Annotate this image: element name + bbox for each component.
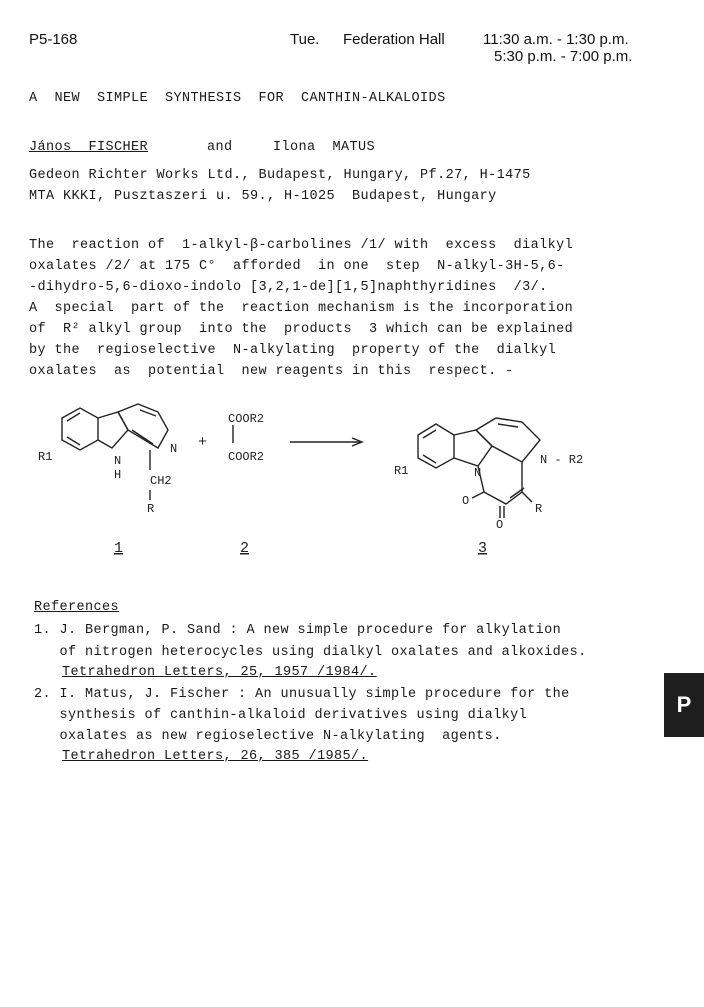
indole-n: N [114, 454, 122, 468]
author-2: Ilona MATUS [273, 140, 376, 155]
oxo-1: O [462, 494, 470, 508]
abstract-line: A special part of the reaction mechanism is the incorporation [29, 301, 574, 316]
ch2-label: CH2 [150, 474, 172, 488]
affiliation-1: Gedeon Richter Works Ltd., Budapest, Hungary, Pf.27, H-1475 [29, 168, 531, 183]
reference-1-line: 1. J. Bergman, P. Sand : A new simple procedure for alkylation [34, 623, 562, 638]
r1-label: R1 [38, 450, 53, 464]
oxo-2: O [496, 518, 504, 532]
coor-top: COOR2 [228, 412, 265, 426]
indole-h: H [114, 468, 122, 482]
product-n-r2: N - R2 [540, 453, 584, 467]
paper-title: A NEW SIMPLE SYNTHESIS FOR CANTHIN-ALKALOIDS [29, 91, 446, 106]
session-time-2: 5:30 p.m. - 7:00 p.m. [494, 48, 633, 65]
reference-2-line: oxalates as new regioselective N-alkylating agents. [34, 729, 502, 744]
author-1: János FISCHER [29, 140, 149, 155]
session-venue: Federation Hall [343, 31, 445, 48]
abstract-code: P5-168 [29, 31, 78, 48]
section-tab-p: P [664, 673, 704, 737]
affiliation-2: MTA KKKI, Pusztaszeri u. 59., H-1025 Budapest, Hungary [29, 189, 497, 204]
abstract-line: by the regioselective N-alkylating property of the dialkyl [29, 343, 557, 358]
session-day: Tue. [290, 31, 320, 48]
session-time-1: 11:30 a.m. - 1:30 p.m. [483, 31, 629, 48]
compound-label-2: 2 [240, 540, 250, 557]
abstract-line: The reaction of 1-alkyl-β-carbolines /1/ with excess dialkyl [29, 238, 574, 253]
product-n-indole: N [474, 466, 482, 480]
plus-sign: + [198, 434, 208, 451]
reference-2-journal: Tetrahedron Letters, 26, 385 /1985/. [62, 749, 369, 764]
references-heading: References [34, 600, 120, 615]
reaction-scheme [0, 400, 704, 570]
compound-label-3: 3 [478, 540, 488, 557]
r-label-right: R [535, 502, 543, 516]
reference-1-journal: Tetrahedron Letters, 25, 1957 /1984/. [62, 665, 377, 680]
reference-2-line: 2. I. Matus, J. Fischer : An unusually simple procedure for the [34, 687, 570, 702]
coor-bottom: COOR2 [228, 450, 265, 464]
pyridine-n: N [170, 442, 178, 456]
abstract-line: of R² alkyl group into the products 3 which can be explained [29, 322, 574, 337]
abstract-line: oxalates as potential new reagents in this respect. - [29, 364, 514, 379]
reference-1-line: of nitrogen heterocycles using dialkyl oxalates and alkoxides. [34, 645, 587, 660]
r-label-left: R [147, 502, 155, 516]
author-conjunction: and [207, 140, 233, 155]
abstract-line: oxalates /2/ at 175 C° afforded in one step N-alkyl-3H-5,6- [29, 259, 565, 274]
abstract-line: -dihydro-5,6-dioxo-indolo [3,2,1-de][1,5]naphthyridines /3/. [29, 280, 548, 295]
reference-2-line: synthesis of canthin-alkaloid derivatives using dialkyl [34, 708, 528, 723]
r1-label-product: R1 [394, 464, 409, 478]
compound-label-1: 1 [114, 540, 124, 557]
